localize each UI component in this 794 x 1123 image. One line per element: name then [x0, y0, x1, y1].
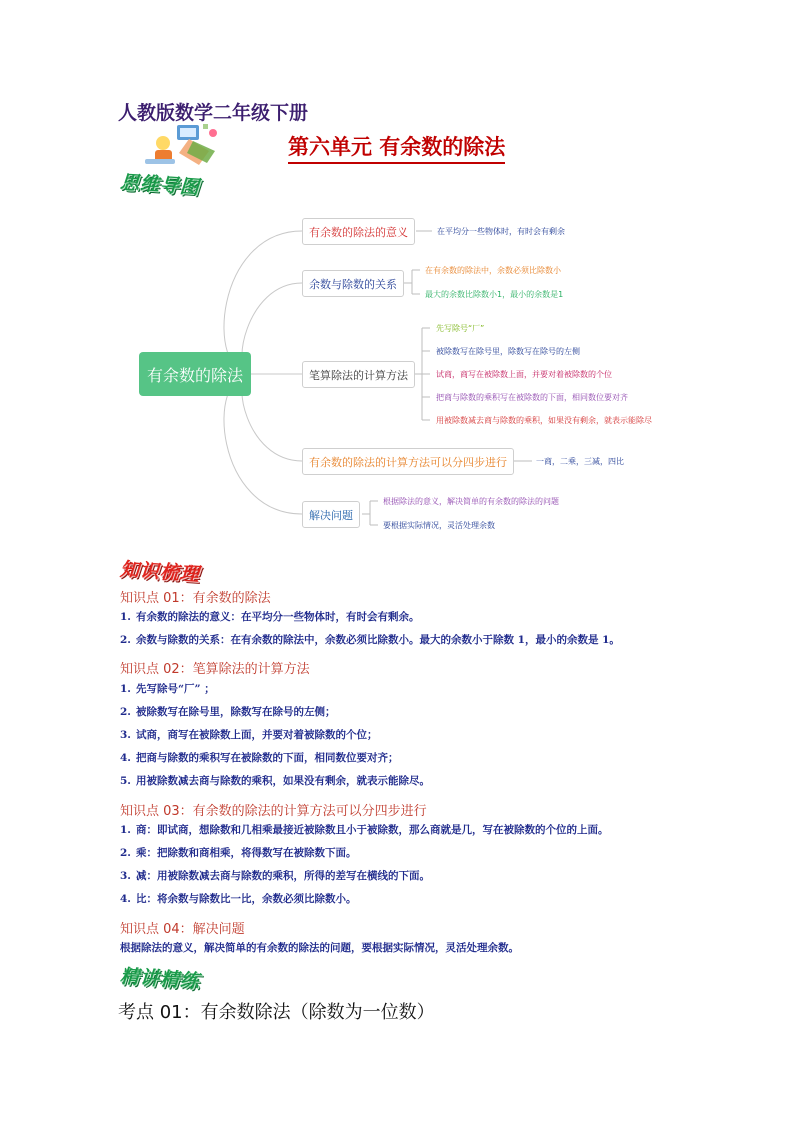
knowledge-item: 4. 把商与除数的乘积写在被除数的下面，相同数位要对齐；: [120, 752, 399, 764]
knowledge-item: 3. 减：用被除数减去商与除数的乘积，所得的差写在横线的下面。: [120, 870, 430, 882]
mindmap-leaf: 把商与除数的乘积写在被除数的下面，相同数位要对齐: [436, 393, 628, 402]
mindmap-leaf: 在平均分一些物体时，有时会有剩余: [437, 227, 565, 236]
mindmap-leaf: 要根据实际情况，灵活处理余数: [383, 521, 495, 530]
mindmap-leaf: 最大的余数比除数小1，最小的余数是1: [425, 290, 564, 299]
knowledge-item: 1. 先写除号“厂” ；: [120, 683, 215, 695]
mindmap-branch-four-steps: 有余数的除法的计算方法可以分四步进行: [302, 448, 514, 475]
mindmap-leaf: 被除数写在除号里，除数写在除号的左侧: [436, 347, 580, 356]
knowledge-item: 2. 被除数写在除号里，除数写在除号的左侧；: [120, 706, 336, 718]
section-knowledge-label: 知识梳理: [119, 558, 201, 586]
exam-point-title: 考点 01：有余数除法（除数为一位数）: [118, 1002, 435, 1023]
mindmap-leaf: 先写除号“厂”: [436, 324, 485, 333]
unit-title: 第六单元 有余数的除法: [288, 131, 505, 164]
mindmap-branch-meaning: 有余数的除法的意义: [302, 218, 415, 245]
mindmap-leaf: 在有余数的除法中，余数必须比除数小: [425, 266, 561, 275]
knowledge-point-title: 知识点 04：解决问题: [120, 922, 245, 937]
section-practice-label: 精讲精练: [119, 965, 201, 993]
mindmap-branch-relation: 余数与除数的关系: [302, 270, 404, 297]
mindmap-leaf: 试商，商写在被除数上面，并要对着被除数的个位: [436, 370, 612, 379]
knowledge-point-title: 知识点 03：有余数的除法的计算方法可以分四步进行: [120, 804, 427, 819]
section-mindmap-label: 思维导图: [119, 171, 201, 199]
mindmap-leaf: 一商，二乘，三减，四比: [536, 457, 624, 466]
knowledge-item: 5. 用被除数减去商与除数的乘积，如果没有剩余，就表示能除尽。: [120, 775, 430, 787]
knowledge-item: 根据除法的意义，解决简单的有余数的除法的问题，要根据实际情况，灵活处理余数。: [120, 942, 519, 954]
knowledge-item: 2. 余数与除数的关系：在有余数的除法中，余数必须比除数小。最大的余数小于除数 1，最小的余数是 1。: [120, 634, 620, 646]
knowledge-item: 1. 商：即试商，想除数和几相乘最接近被除数且小于被除数，那么商就是几，写在被除数的个位的上面。: [120, 824, 609, 836]
book-title: 人教版数学二年级下册: [118, 102, 309, 124]
mindmap-leaf: 用被除数减去商与除数的乘积，如果没有剩余，就表示能除尽: [436, 416, 652, 425]
knowledge-point-title: 知识点 02：笔算除法的计算方法: [120, 662, 310, 677]
knowledge-item: 1. 有余数的除法的意义：在平均分一些物体时，有时会有剩余。: [120, 611, 420, 623]
mindmap-leaf: 根据除法的意义，解决简单的有余数的除法的问题: [383, 497, 559, 506]
mindmap-branch-written-method: 笔算除法的计算方法: [302, 361, 415, 388]
knowledge-item: 3. 试商，商写在被除数上面，并要对着被除数的个位；: [120, 729, 378, 741]
knowledge-item: 2. 乘：把除数和商相乘，将得数写在被除数下面。: [120, 847, 357, 859]
knowledge-item: 4. 比：将余数与除数比一比，余数必须比除数小。: [120, 893, 357, 905]
knowledge-point-title: 知识点 01：有余数的除法: [120, 591, 271, 606]
mindmap-branch-problem-solving: 解决问题: [302, 501, 360, 528]
mindmap-root: 有余数的除法: [139, 352, 251, 396]
